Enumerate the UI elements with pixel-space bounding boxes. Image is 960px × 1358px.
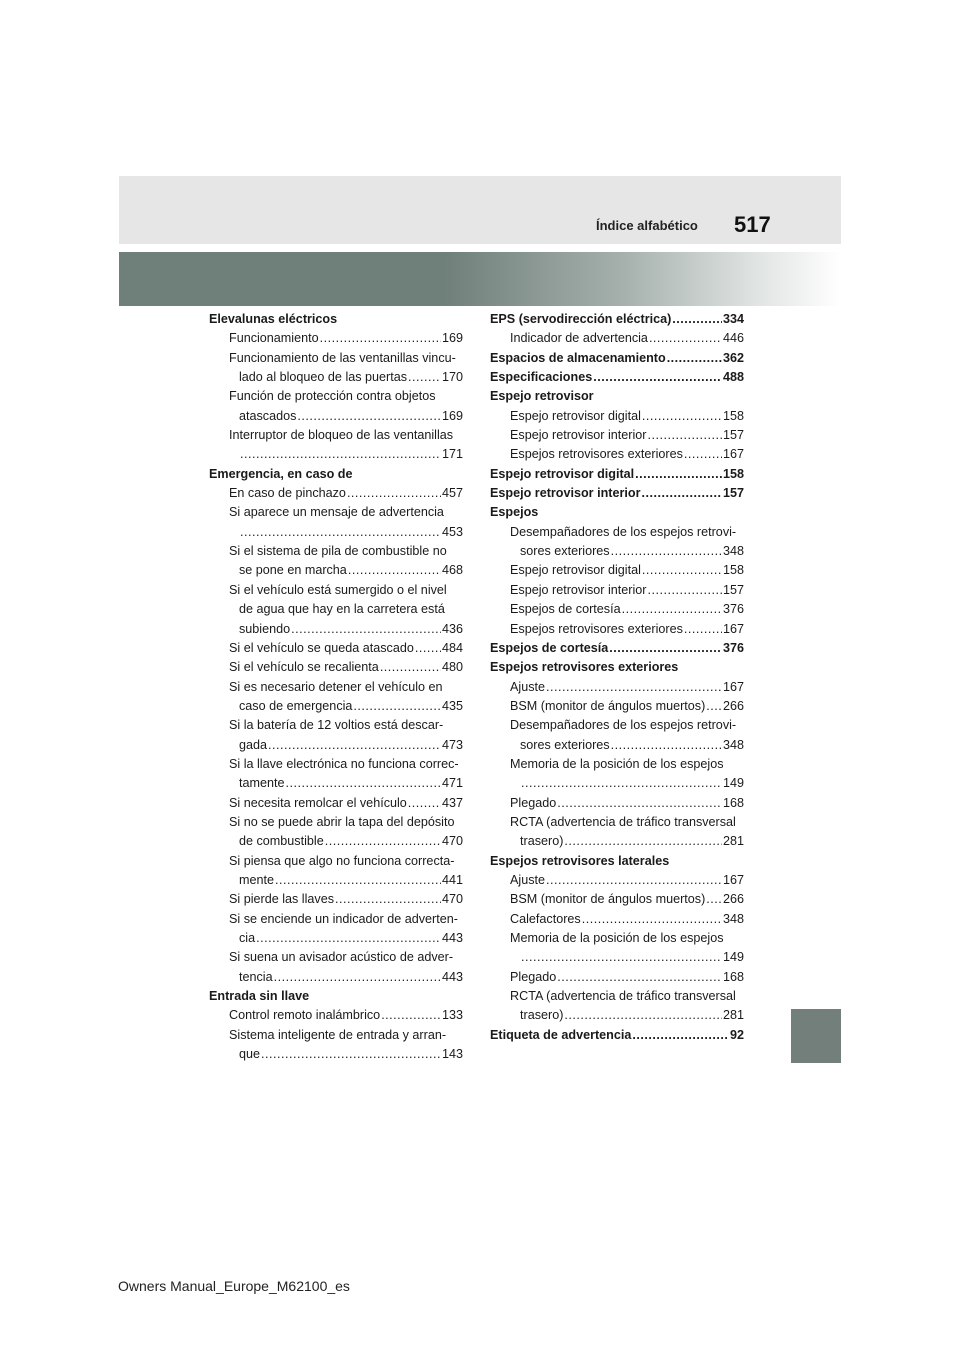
entry-page-number: 453 (441, 524, 463, 539)
index-sub-entry (209, 794, 463, 813)
page-number: 517 (734, 212, 771, 237)
index-sub-entry (209, 736, 463, 755)
entry-page-number: 167 (722, 872, 744, 887)
dot-leader (684, 620, 722, 639)
dot-leader (381, 1006, 441, 1025)
index-sub-entry (209, 368, 463, 387)
entry-page-number: 169 (441, 331, 463, 346)
entry-page-number: 334 (722, 312, 744, 326)
index-sub-entry (490, 794, 744, 813)
entry-text: trasero) (520, 834, 564, 849)
chapter-thumb-tab (791, 1009, 841, 1063)
index-sub-entry (490, 832, 744, 851)
entry-text: lado al bloqueo de las puertas (239, 370, 408, 385)
entry-page-number: 167 (722, 679, 744, 694)
dot-leader (593, 368, 722, 387)
index-sub-entry (209, 774, 463, 793)
entry-text: Plegado (510, 969, 557, 984)
index-sub-entry: Memoria de la posición de los espejos (510, 756, 724, 771)
section-title: Índice alfabético (596, 218, 698, 233)
entry-page-number: 158 (722, 563, 744, 578)
entry-page-number: 436 (441, 621, 463, 636)
entry-text: sores exteriores (520, 544, 610, 559)
entry-page-number: 441 (441, 872, 463, 887)
entry-text: Si el vehículo se recalienta (229, 660, 379, 675)
entry-text: Especificaciones (490, 370, 593, 385)
entry-page-number: 167 (722, 447, 744, 462)
dot-leader (611, 542, 722, 561)
entry-text: Etiqueta de advertencia (490, 1027, 632, 1042)
entry-page-number: 266 (722, 892, 744, 907)
entry-text: Espejos de cortesía (510, 602, 621, 617)
index-column-left (209, 310, 463, 1064)
dot-leader (564, 1006, 722, 1025)
dot-leader (261, 1045, 441, 1064)
dot-leader (649, 329, 722, 348)
index-sub-entry (209, 1045, 463, 1064)
dot-leader (408, 368, 441, 387)
index-sub-entry: Memoria de la posición de los espejos (510, 931, 724, 945)
entry-text: BSM (monitor de ángulos muertos) (510, 892, 706, 907)
index-heading-entry (490, 639, 744, 658)
dot-leader (647, 426, 722, 445)
dot-leader (635, 465, 722, 484)
dot-leader (415, 639, 441, 658)
index-heading-entry: Emergencia, en caso de (209, 466, 353, 481)
entry-page-number: 92 (729, 1027, 744, 1042)
dot-leader (642, 407, 722, 426)
entry-page-number: 488 (722, 370, 744, 385)
dot-leader (521, 774, 722, 793)
entry-text: mente (239, 872, 275, 887)
dot-leader (546, 871, 722, 890)
dot-leader (611, 736, 722, 755)
dot-leader (641, 484, 722, 503)
entry-page-number: 171 (441, 447, 463, 462)
index-sub-entry: Si el sistema de pila de combustible no (229, 544, 447, 559)
index-sub-entry (490, 774, 744, 793)
entry-page-number: 471 (441, 776, 463, 791)
entry-page-number: 376 (722, 602, 744, 617)
entry-page-number: 473 (441, 737, 463, 752)
dot-leader (609, 639, 722, 658)
entry-page-number: 362 (722, 350, 744, 365)
index-sub-entry: Si la llave electrónica no funciona correc- (229, 756, 459, 771)
index-sub-entry (209, 929, 463, 948)
entry-text: tamente (239, 776, 285, 791)
index-heading-entry: Espejos retrovisores exteriores (490, 660, 679, 675)
index-heading-entry: Elevalunas eléctricos (209, 312, 338, 326)
entry-text: Control remoto inalámbrico (229, 1008, 381, 1023)
dot-leader (353, 697, 441, 716)
index-sub-entry (490, 968, 744, 987)
index-heading-entry (490, 349, 744, 368)
index-sub-entry (209, 620, 463, 639)
index-sub-entry (490, 426, 744, 445)
index-sub-entry (209, 890, 463, 909)
index-heading-entry: Espejos (490, 505, 539, 520)
dot-leader (268, 736, 441, 755)
entry-page-number: 168 (722, 795, 744, 810)
dot-leader (582, 910, 722, 929)
index-heading-entry (490, 368, 744, 387)
entry-text: EPS (servodirección eléctrica) (490, 312, 672, 326)
index-sub-entry (209, 1006, 463, 1025)
entry-text: BSM (monitor de ángulos muertos) (510, 698, 706, 713)
index-sub-entry (490, 445, 744, 464)
index-sub-entry: Si es necesario detener el vehículo en (229, 679, 443, 694)
entry-text: que (239, 1047, 261, 1062)
decorative-gradient-band (119, 252, 841, 306)
dot-leader (347, 484, 441, 503)
dot-leader (642, 561, 722, 580)
index-sub-entry: Interruptor de bloqueo de las ventanillas (229, 428, 454, 443)
index-sub-entry (209, 484, 463, 503)
dot-leader (240, 445, 441, 464)
index-sub-entry (490, 697, 744, 716)
footer-document-id: Owners Manual_Europe_M62100_es (118, 1278, 350, 1294)
entry-text: Espejo retrovisor digital (490, 466, 635, 481)
entry-text: Calefactores (510, 911, 581, 926)
dot-leader (564, 832, 722, 851)
entry-text: se pone en marcha (239, 563, 347, 578)
index-sub-entry (209, 639, 463, 658)
index-sub-entry (490, 1006, 744, 1025)
dot-leader (275, 871, 441, 890)
entry-text: Espacios de almacenamiento (490, 350, 666, 365)
entry-text: Funcionamiento (229, 331, 319, 346)
entry-page-number: 376 (722, 640, 744, 655)
index-sub-entry (490, 871, 744, 890)
entry-page-number: 168 (722, 969, 744, 984)
entry-page-number: 281 (722, 834, 744, 849)
index-heading-entry (490, 310, 744, 329)
entry-page-number: 157 (722, 582, 744, 597)
entry-text: Plegado (510, 795, 557, 810)
index-sub-entry (209, 445, 463, 464)
entry-text: Si pierde las llaves (229, 892, 334, 907)
index-sub-entry (209, 832, 463, 851)
index-sub-entry (209, 697, 463, 716)
dot-leader (274, 968, 441, 987)
index-sub-entry (209, 407, 463, 426)
dot-leader (557, 794, 722, 813)
entry-page-number: 149 (722, 776, 744, 791)
entry-page-number: 157 (722, 428, 744, 443)
entry-text: Espejo retrovisor interior (510, 582, 647, 597)
dot-leader (706, 890, 722, 909)
entry-text: atascados (239, 408, 297, 423)
entry-page-number: 468 (441, 563, 463, 578)
index-heading-entry (490, 465, 744, 484)
entry-page-number: 348 (722, 737, 744, 752)
entry-text: Espejos de cortesía (490, 640, 609, 655)
entry-text: sores exteriores (520, 737, 610, 752)
index-sub-entry: Si la batería de 12 voltios está descar- (229, 718, 444, 733)
index-sub-entry (209, 329, 463, 348)
dot-leader (325, 832, 441, 851)
dot-leader (408, 794, 441, 813)
index-sub-entry (490, 948, 744, 967)
index-sub-entry: Si aparece un mensaje de advertencia (229, 505, 444, 520)
dot-leader (557, 968, 722, 987)
index-sub-entry: Si piensa que algo no funciona correcta- (229, 853, 455, 868)
entry-text: Espejos retrovisores exteriores (510, 621, 683, 636)
entry-text: Si necesita remolcar el vehículo (229, 795, 407, 810)
dot-leader (320, 329, 441, 348)
entry-text: Ajuste (510, 679, 546, 694)
index-heading-entry (490, 484, 744, 503)
dot-leader (684, 445, 722, 464)
index-sub-entry (490, 600, 744, 619)
entry-text: Ajuste (510, 872, 546, 887)
entry-text: Indicador de advertencia (510, 331, 648, 346)
index-heading-entry: Entrada sin llave (209, 989, 310, 1004)
entry-text: Espejo retrovisor digital (510, 563, 641, 578)
index-sub-entry: Desempañadores de los espejos retrovi- (510, 718, 737, 733)
index-sub-entry: Funcionamiento de las ventanillas vincu- (229, 350, 456, 365)
entry-page-number: 167 (722, 621, 744, 636)
dot-leader (622, 600, 722, 619)
index-sub-entry (490, 620, 744, 639)
entry-text: caso de emergencia (239, 698, 353, 713)
entry-text: cia (239, 931, 256, 945)
index-sub-entry (490, 678, 744, 697)
entry-page-number: 149 (722, 950, 744, 965)
entry-page-number: 446 (722, 331, 744, 346)
dot-leader (521, 948, 722, 967)
dot-leader (546, 678, 722, 697)
entry-page-number: 348 (722, 911, 744, 926)
entry-text: Espejo retrovisor interior (490, 486, 641, 501)
index-sub-entry (490, 736, 744, 755)
entry-page-number: 169 (441, 408, 463, 423)
index-sub-entry: Desempañadores de los espejos retrovi- (510, 524, 737, 539)
index-sub-entry (490, 542, 744, 561)
dot-leader (380, 658, 441, 677)
index-sub-entry: Función de protección contra objetos (229, 389, 436, 404)
index-sub-entry (490, 890, 744, 909)
entry-text: tencia (239, 969, 273, 984)
index-sub-entry: Si suena un avisador acústico de adver- (229, 950, 454, 965)
entry-page-number: 348 (722, 544, 744, 559)
index-sub-entry (209, 871, 463, 890)
index-column-right (490, 310, 744, 1045)
dot-leader (291, 620, 441, 639)
entry-page-number: 457 (441, 486, 463, 501)
entry-page-number: 480 (441, 660, 463, 675)
index-sub-entry: Si el vehículo está sumergido o el nivel (229, 582, 447, 597)
entry-page-number: 484 (441, 640, 463, 655)
index-sub-entry (209, 658, 463, 677)
index-sub-entry: de agua que hay en la carretera está (239, 602, 445, 617)
entry-page-number: 158 (722, 408, 744, 423)
dot-leader (647, 581, 722, 600)
entry-page-number: 435 (441, 698, 463, 713)
entry-page-number: 133 (441, 1008, 463, 1023)
index-sub-entry: RCTA (advertencia de tráfico transversal (510, 989, 736, 1004)
entry-page-number: 158 (722, 466, 744, 481)
entry-page-number: 443 (441, 931, 463, 945)
index-sub-entry (490, 561, 744, 580)
index-heading-entry (490, 1026, 744, 1045)
index-sub-entry: Sistema inteligente de entrada y arran- (229, 1027, 447, 1042)
dot-leader (256, 929, 441, 948)
index-sub-entry (209, 523, 463, 542)
entry-text: Si el vehículo se queda atascado (229, 640, 414, 655)
dot-leader (335, 890, 441, 909)
entry-text: En caso de pinchazo (229, 486, 346, 501)
entry-text: de combustible (239, 834, 324, 849)
index-sub-entry (209, 968, 463, 987)
entry-text: subiendo (239, 621, 291, 636)
entry-text: Espejo retrovisor digital (510, 408, 641, 423)
index-sub-entry (490, 581, 744, 600)
dot-leader (348, 561, 441, 580)
entry-page-number: 443 (441, 969, 463, 984)
dot-leader (672, 310, 722, 329)
entry-page-number: 281 (722, 1008, 744, 1023)
dot-leader (667, 349, 722, 368)
entry-page-number: 437 (441, 795, 463, 810)
dot-leader (297, 407, 441, 426)
entry-page-number: 170 (441, 370, 463, 385)
entry-page-number: 470 (441, 834, 463, 849)
entry-text: Espejos retrovisores exteriores (510, 447, 683, 462)
entry-page-number: 470 (441, 892, 463, 907)
index-sub-entry: Si se enciende un indicador de adverten- (229, 911, 458, 926)
index-sub-entry: Si no se puede abrir la tapa del depósito (229, 814, 455, 829)
index-sub-entry (490, 329, 744, 348)
entry-page-number: 157 (722, 486, 744, 501)
header-band (119, 176, 841, 244)
dot-leader (632, 1026, 729, 1045)
index-sub-entry (209, 561, 463, 580)
dot-leader (240, 523, 441, 542)
index-sub-entry (490, 407, 744, 426)
dot-leader (706, 697, 722, 716)
entry-page-number: 143 (441, 1047, 463, 1062)
entry-page-number: 266 (722, 698, 744, 713)
index-heading-entry: Espejos retrovisores laterales (490, 853, 670, 868)
index-sub-entry: RCTA (advertencia de tráfico transversal (510, 814, 736, 829)
entry-text: Espejo retrovisor interior (510, 428, 647, 443)
index-heading-entry: Espejo retrovisor (490, 389, 594, 404)
entry-text: trasero) (520, 1008, 564, 1023)
entry-text: gada (239, 737, 268, 752)
index-sub-entry (490, 910, 744, 929)
dot-leader (286, 774, 441, 793)
